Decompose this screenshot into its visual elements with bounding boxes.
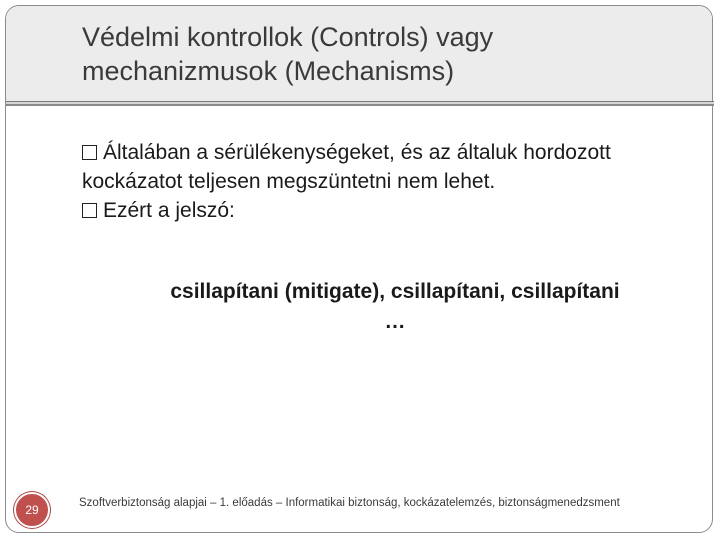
hollow-square-bullet-icon [82, 203, 97, 218]
bullet-item [82, 196, 682, 225]
keyword-phrase [115, 277, 675, 337]
slide-title [82, 20, 682, 88]
page-number-badge: 29 [14, 492, 50, 528]
slide-body [82, 138, 682, 225]
footer-text: Szoftverbiztonság alapjai – 1. előadás – Informatikai biztonság, kockázatelemzés, biztonságmenedzsment [79, 497, 620, 509]
ellipsis-line: … [384, 310, 406, 333]
bullet-text: Ezért a jelszó: [103, 199, 235, 222]
title-divider [6, 101, 714, 106]
slide-title-line-1: Védelmi kontrollok (Controls) vagy [82, 22, 494, 52]
bullet-text: Általában a sérülékenységeket, és az általuk hordozott kockázatot teljesen megszüntetni nem lehet. [82, 141, 611, 193]
hollow-square-bullet-icon [82, 145, 97, 160]
bullet-item [82, 138, 682, 196]
slide-title-line-2: mechanizmusok (Mechanisms) [82, 56, 455, 86]
keyword-line: csillapítani (mitigate), csillapítani, csillapítani [170, 280, 620, 303]
